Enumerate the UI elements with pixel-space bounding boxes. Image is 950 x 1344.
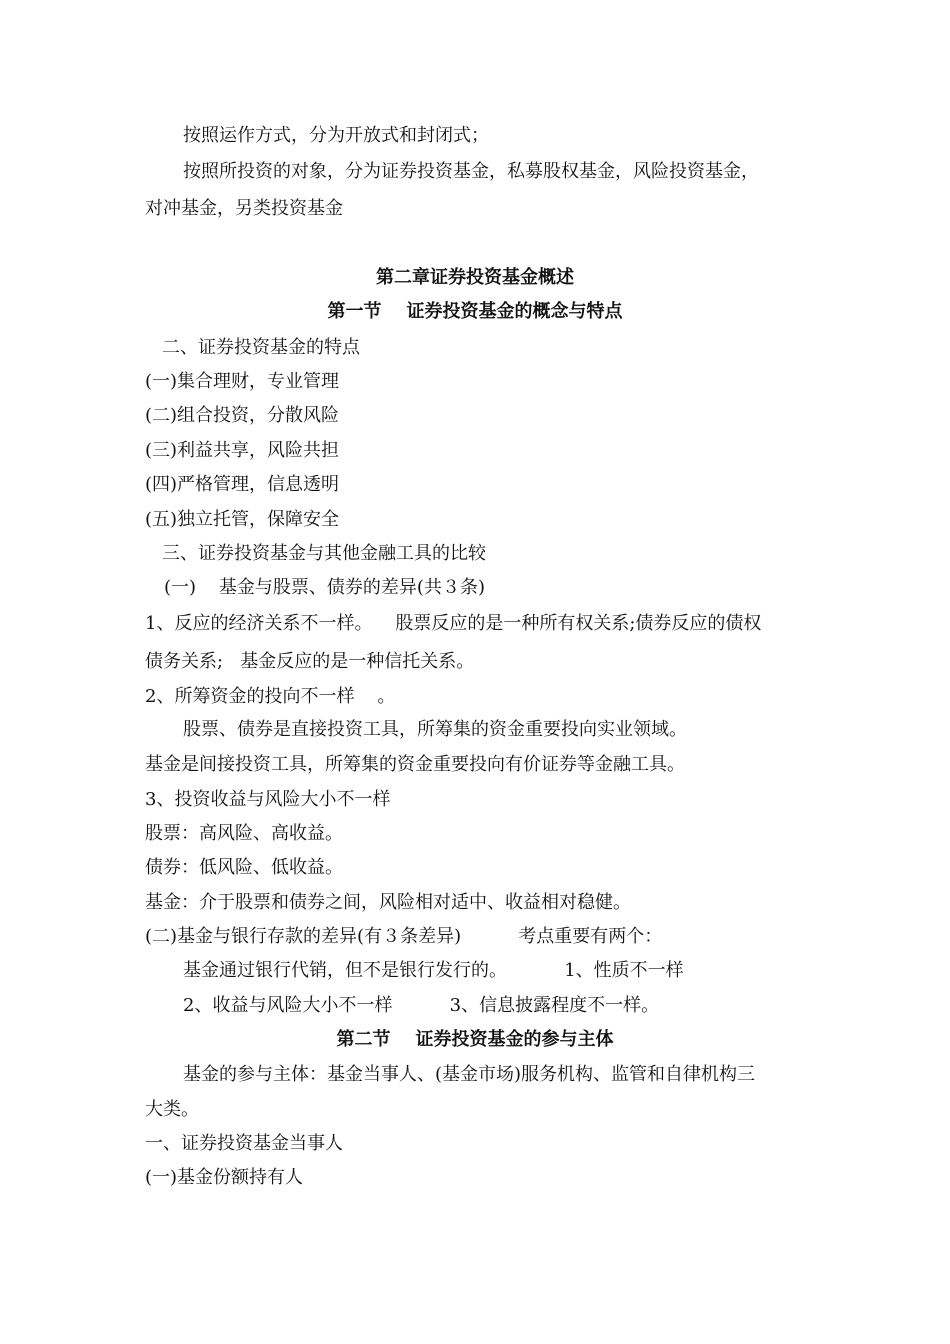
heading-fund-parties: 一、证券投资基金当事人: [145, 1133, 343, 1154]
feature-item-3: (三)利益共享，风险共担: [145, 440, 340, 461]
heading-comparison: 三、证券投资基金与其他金融工具的比较: [162, 543, 486, 564]
difference-2-stocks: 股票、债券是直接投资工具，所筹集的资金重要投向实业领域。: [183, 719, 687, 740]
section-title-2: 第二节 证券投资基金的参与主体: [336, 1029, 614, 1050]
subheading-share-holders: (一)基金份额持有人: [145, 1167, 304, 1188]
chapter-title: 第二章证券投资基金概述: [376, 267, 574, 288]
heading-fund-features: 二、证券投资基金的特点: [162, 337, 360, 358]
paragraph-participants: 基金的参与主体：基金当事人、(基金市场)服务机构、监管和自律机构三: [183, 1064, 756, 1085]
difference-3: 3、投资收益与风险大小不一样: [145, 789, 391, 810]
difference-1-cont: 债务关系; 基金反应的是一种信托关系。: [145, 651, 475, 672]
difference-2-funds: 基金是间接投资工具，所筹集的资金重要投向有价证券等金融工具。: [145, 754, 685, 775]
difference-2: 2、所筹资金的投向不一样 。: [145, 686, 396, 707]
subheading-bank-deposit: (二)基金与银行存款的差异(有３条差异) 考点重要有两个：: [145, 926, 663, 947]
feature-item-1: (一)集合理财，专业管理: [145, 371, 340, 392]
difference-3-stocks: 股票：高风险、高收益。: [145, 823, 343, 844]
paragraph-operation-mode: 按照运作方式，分为开放式和封闭式；: [183, 125, 489, 146]
subheading-stocks-bonds: (一) 基金与股票、债券的差异(共３条): [164, 577, 485, 598]
difference-3-funds: 基金：介于股票和债券之间，风险相对适中、收益相对稳健。: [145, 892, 631, 913]
feature-item-4: (四)严格管理，信息透明: [145, 474, 340, 495]
section-title-1: 第一节 证券投资基金的概念与特点: [327, 301, 623, 322]
paragraph-investment-object-cont: 对冲基金，另类投资基金: [145, 198, 343, 219]
paragraph-participants-cont: 大类。: [145, 1099, 199, 1120]
difference-3-bonds: 债券：低风险、低收益。: [145, 857, 343, 878]
difference-1: 1、反应的经济关系不一样。 股票反应的是一种所有权关系;债券反应的债权: [145, 613, 762, 634]
feature-item-2: (二)组合投资，分散风险: [145, 405, 340, 426]
bank-deposit-point-1: 基金通过银行代销，但不是银行发行的。 1、性质不一样: [183, 960, 684, 981]
paragraph-investment-object: 按照所投资的对象，分为证券投资基金，私募股权基金，风险投资基金，: [183, 161, 759, 182]
bank-deposit-point-2: 2、收益与风险大小不一样 3、信息披露程度不一样。: [183, 995, 660, 1016]
feature-item-5: (五)独立托管，保障安全: [145, 509, 340, 530]
